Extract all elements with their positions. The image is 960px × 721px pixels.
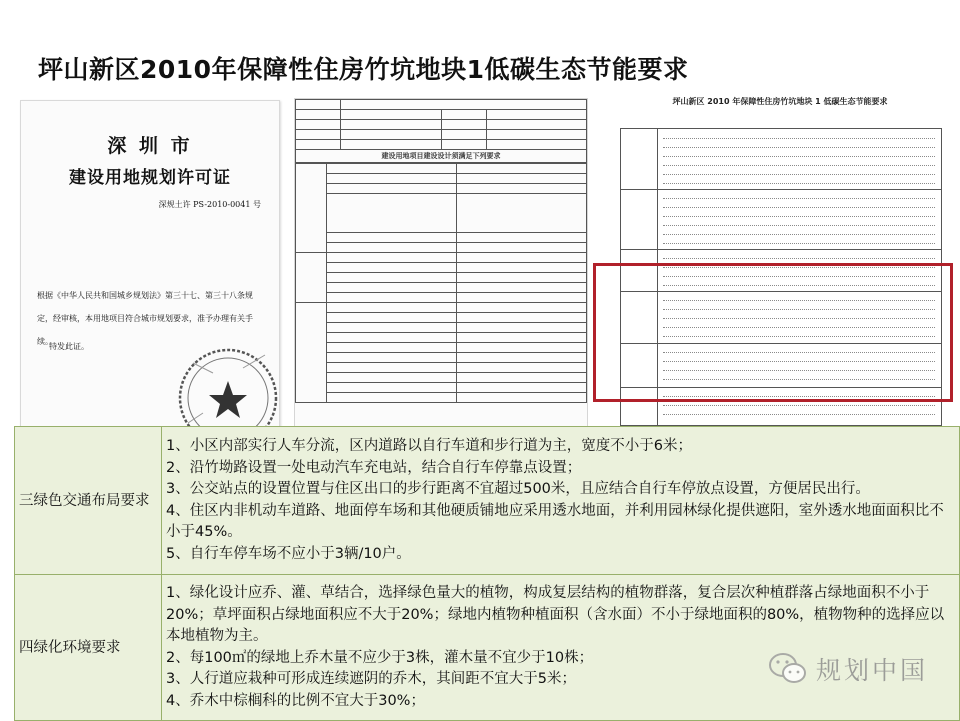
permit-body-line3: 特发此证。 (49, 342, 89, 351)
wechat-icon (768, 652, 808, 686)
form-section-title: 建设用地项目建设设计须满足下列要求 (296, 150, 587, 163)
scan-table-row (621, 129, 941, 190)
watermark (768, 651, 928, 687)
permit-body-line2: 定，经审核，本用地项目符合城市规划要求，准予办理有关手续。 (37, 314, 253, 346)
planning-permit-scan (20, 100, 280, 427)
list-item: 5、自行车停车场不应小于3辆/10户。 (166, 545, 411, 562)
watermark-text: 规划中国 (816, 656, 929, 685)
permit-body-line1: 根据《中华人民共和国城乡规划法》第三十七、第三十八条规 (37, 291, 253, 300)
scan-table-row (621, 189, 941, 250)
list-item: 3、公交站点的设置位置与住区出口的步行距离不宜超过500米，且应结合自行车停放点设置，方便居民出行。 (166, 481, 870, 497)
list-item: 2、沿竹坳路设置一处电动汽车充电站，结合自行车停靠点设置； (166, 459, 582, 476)
table-row (15, 427, 960, 575)
permit-number: 深规土许 PS-2010-0041 号 (158, 200, 261, 209)
list-item: 4、乔木中棕榈科的比例不宜大于30%； (166, 692, 425, 709)
list-item: 2、每100㎡的绿地上乔木量不应少于3株，灌木量不宜少于10株； (166, 649, 594, 666)
requirements-greening (162, 575, 960, 721)
table-row (15, 575, 960, 721)
slide-title: 坪山新区2010年保障性住房竹坑地块1低碳生态节能要求 (38, 55, 689, 84)
permit-title-line2: 建设用地规划许可证 (69, 168, 231, 188)
permit-title-line1: 深 圳 市 (107, 135, 193, 157)
land-use-form-scan (294, 98, 588, 428)
category-green-transport: 三绿色交通布局要求 (15, 427, 162, 575)
requirements-green-transport (162, 427, 960, 575)
list-item: 1、绿化设计应乔、灌、草结合，选择绿色量大的植物，构成复层结构的植物群落，复合层次种植群落占绿地面积不小于20%；草坪面积占绿地面积应不大于20%；绿地内植物种植面积（含水面）不小于绿地面积的80%，植物物种的选择应以本地植物为主。 (166, 585, 945, 644)
list-item: 4、住区内非机动车道路、地面停车场和其他硬质铺地应采用透水地面，并利用园林绿化提供遮阳，室外透水地面面积比不小于45%。 (166, 502, 944, 540)
category-greening: 四绿化环境要求 (15, 575, 162, 721)
official-seal-icon (173, 343, 280, 427)
list-item: 1、小区内部实行人车分流，区内道路以自行车道和步行道为主，宽度不小于6米； (166, 438, 692, 454)
scan-table-title: 坪山新区 2010 年保障性住房竹坑地块 1 低碳生态节能要求 (672, 97, 888, 106)
highlight-box (593, 263, 953, 402)
list-item: 3、人行道应栽种可形成连续遮阴的乔木，其间距不宜大于5米； (166, 671, 576, 687)
